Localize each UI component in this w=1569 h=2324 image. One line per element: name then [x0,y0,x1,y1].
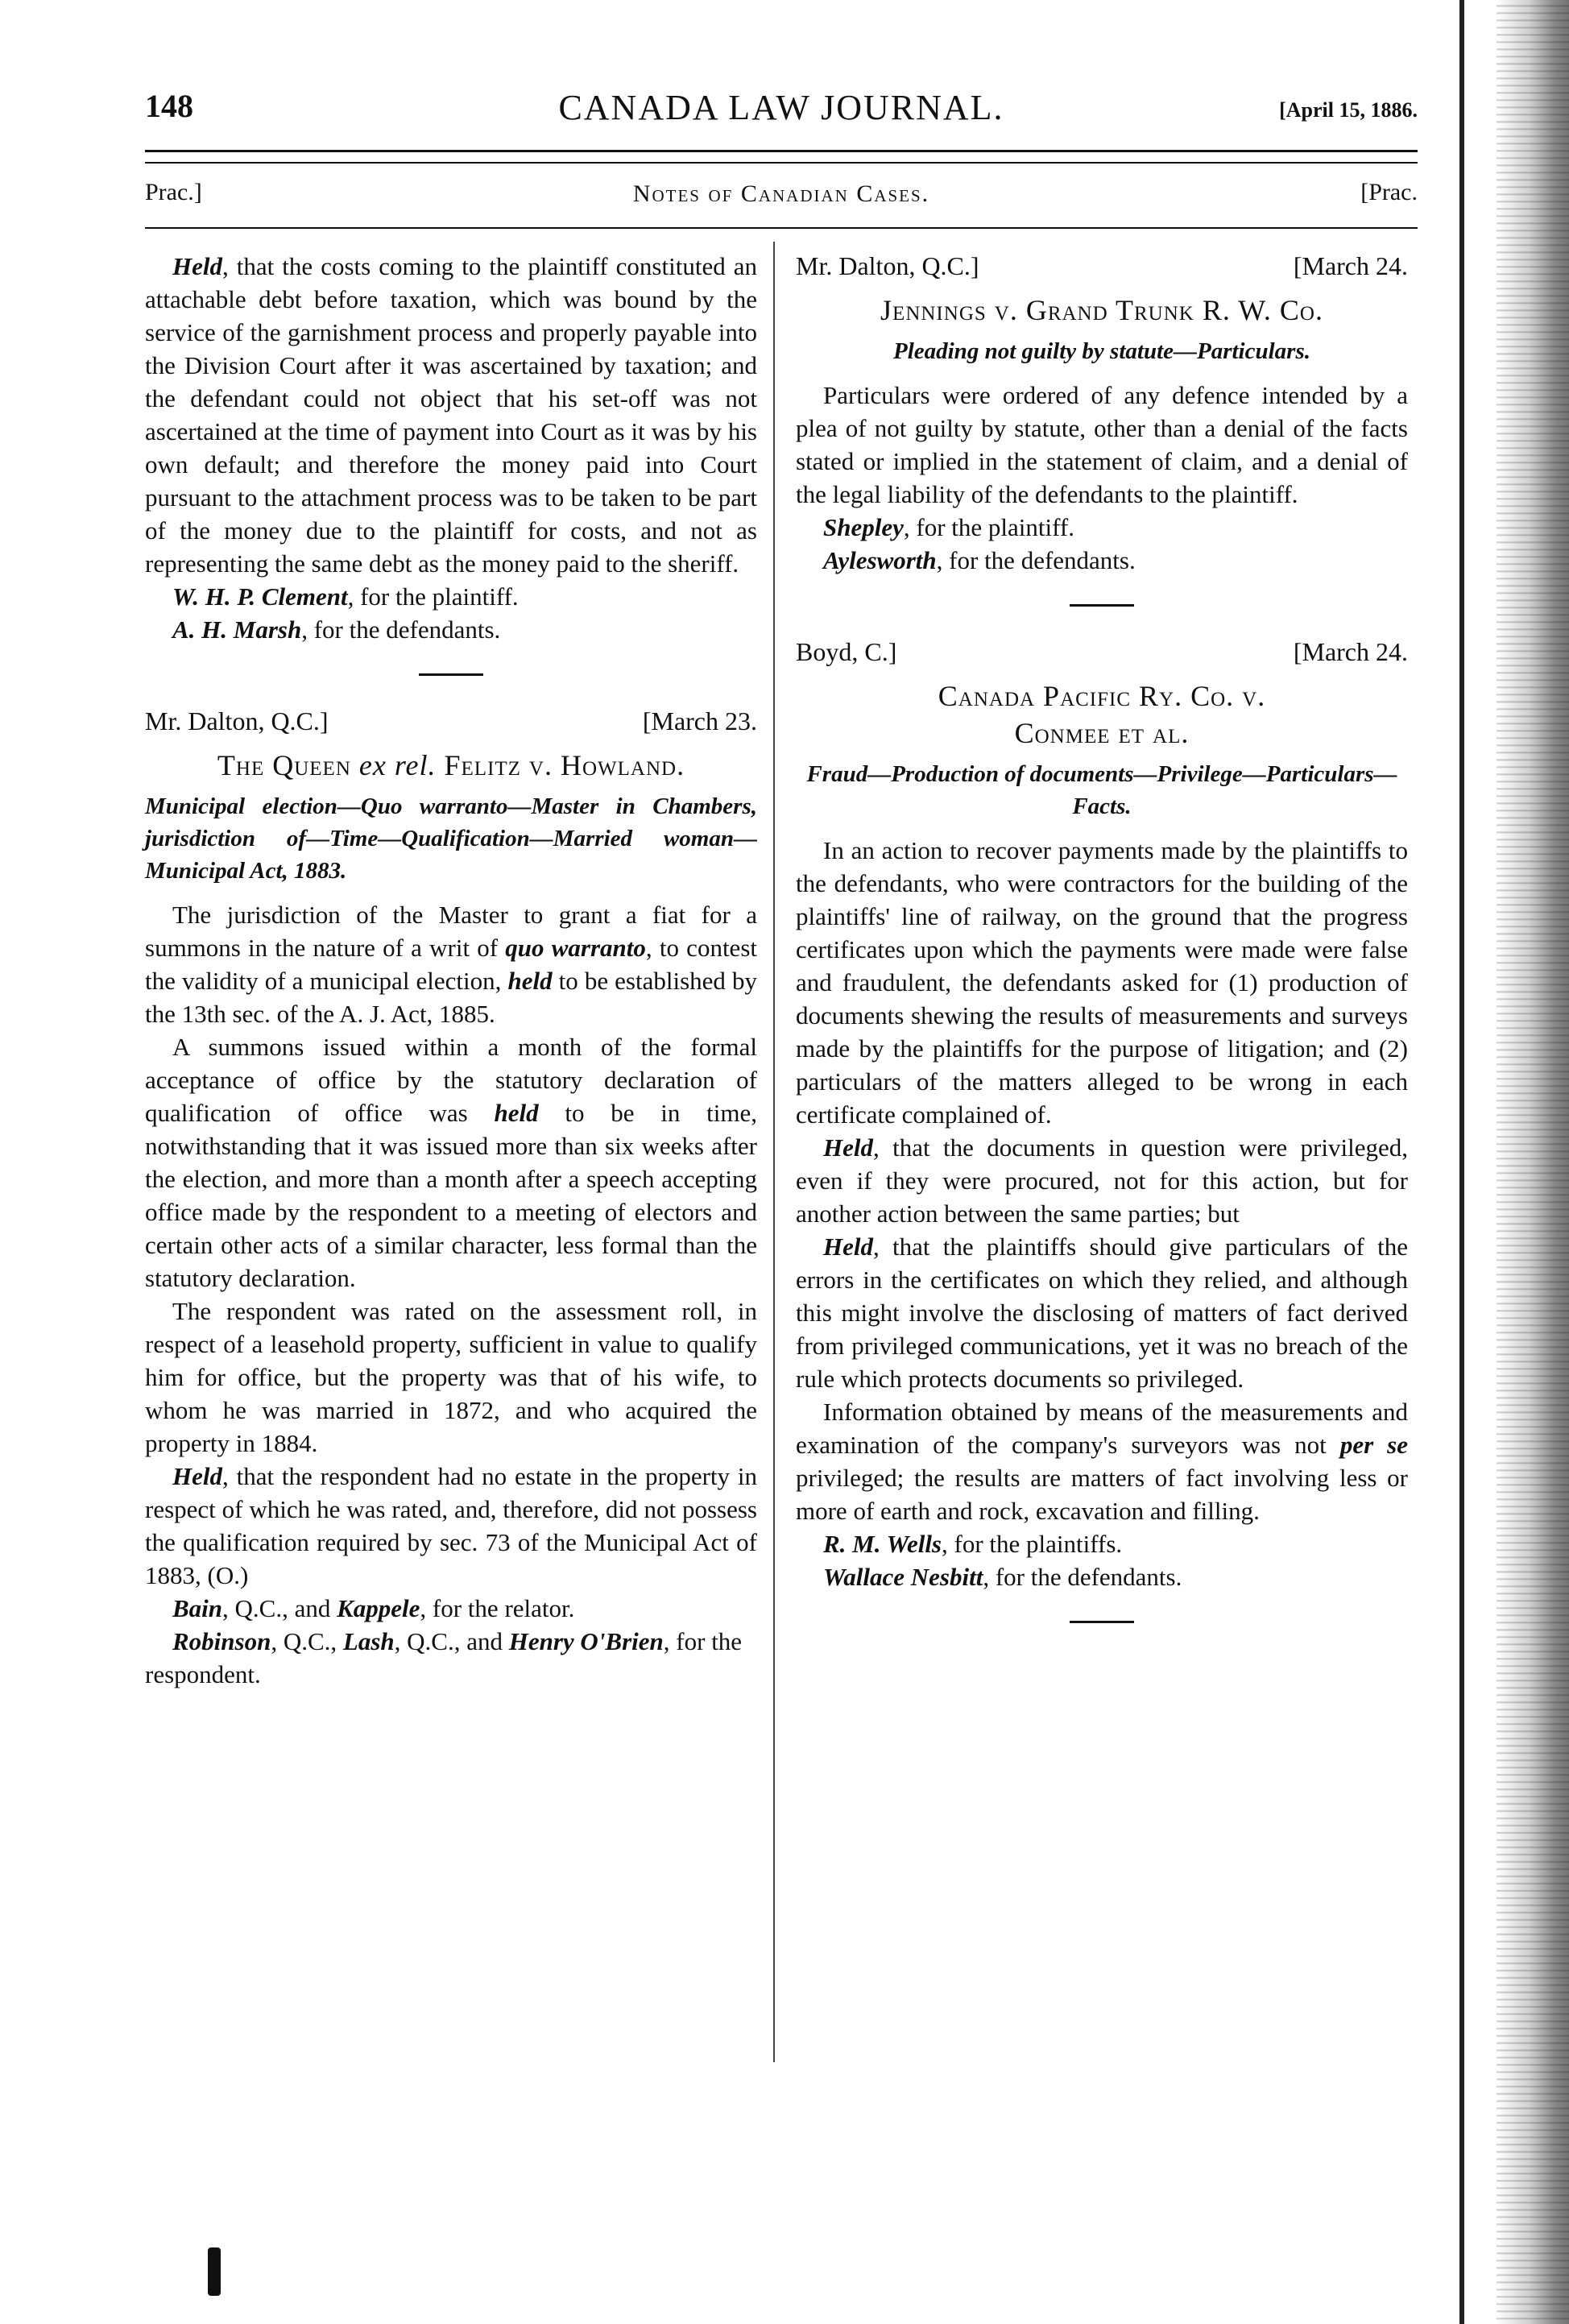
case-title [145,747,757,784]
counsel-role: , for the plaintiff. [903,513,1074,541]
counsel-role: , for the defendants. [936,546,1136,574]
text-run: privileged; the results are matters of fact involving less or more of earth and rock, excavation and filling. [796,1464,1408,1525]
counsel-role: , for the relator. [420,1594,575,1622]
case-title-line: Canada Pacific Ry. Co. v. [938,680,1266,712]
text-run: A summons issued within a month of the formal acceptance of office by the statutory declaration of qualification of office was [145,1033,757,1127]
end-rule [1070,1621,1134,1623]
held-word: Held [172,1462,222,1490]
counsel-line [145,1625,757,1691]
journal-title: CANADA LAW JOURNAL. [558,88,1004,127]
counsel-line [145,1592,757,1625]
section-header-center: Notes of Canadian Cases. [632,180,930,207]
counsel-role: , for the plaintiff. [347,582,519,611]
case-paragraph [145,1030,757,1295]
case-title-part: Felitz v. Howland. [436,749,685,781]
case-title-exrel: ex rel. [358,749,437,781]
text-run: , Q.C., [271,1627,343,1655]
held-word: Held [172,252,222,280]
case-subject: Pleading not guilty by statute—Particulars. [892,338,1310,364]
counsel-name: Wallace Nesbitt [823,1563,983,1591]
case-paragraph: Particulars were ordered of any defence intended by a plea of not guilty by statute, other than a denial of the facts stated or implied in the statement of claim, and a denial of the legal liability of the defendants to the plaintiff. [796,381,1408,508]
case-paragraph [796,1395,1408,1527]
text-run-italic: quo warranto [505,934,646,962]
counsel-role: , for the respondent. [145,1627,743,1688]
right-column [796,250,1408,1652]
section-header-right: [Prac. [1360,179,1418,205]
counsel-name: Kappele [337,1594,420,1622]
counsel-line [145,580,757,613]
section-header-rule [145,227,1418,229]
issue-date: [April 15, 1886. [1279,98,1418,122]
case-head [796,250,1408,285]
held-word: Held [823,1232,873,1261]
counsel-role: , for the defendants. [983,1563,1182,1591]
text-run: , that the respondent had no estate in the property in respect of which he was rated, and, therefore, did not possess the qualification required by sec. 73 of the Municipal Act of 1883, (O.) [145,1462,757,1589]
continued-holding [145,250,757,580]
text-run: , Q.C., and [394,1627,509,1655]
case-subject: Fraud—Production of documents—Privilege—Particulars—Facts. [806,761,1397,819]
case-date: [March 24. [1293,637,1408,666]
counsel-line [796,1560,1408,1593]
counsel-role: , for the plaintiffs. [942,1530,1123,1558]
text-run: to be in time, notwithstanding that it was issued more than six weeks after the election, and more than a month after a speech accepting office made by the respondent to a meeting of electors and certain other acts of a similar character, less formal than the statutory declaration. [145,1099,757,1292]
case-head [145,705,757,740]
case-title: Jennings v. Grand Trunk R. W. Co. [880,294,1323,326]
text-run-italic: per se [1339,1431,1408,1459]
case-title-line: Conmee et al. [1014,717,1190,749]
case-paragraph [145,898,757,1030]
text-run: , Q.C., and [222,1594,337,1622]
counsel-name: A. H. Marsh [172,615,302,644]
counsel-name: Lash [342,1627,395,1655]
holding-text: , that the costs coming to the plaintiff constituted an attachable debt before taxation, which was bound by the service of the garnishment process and properly payable into the Division Court after it was ascertained by taxation; and the defendant could not object that his set-off was not ascertained at the time of payment into Court as it was by his own default; and therefore the money paid into Court pursuant to the attachment process was to be taken to be part of the money due to the plaintiff for costs, and not as representing the same debt as the money paid to the sheriff. [145,252,757,578]
counsel-name: R. M. Wells [823,1530,942,1558]
scan-edge-noise [1497,0,1569,2324]
counsel-name: Shepley [823,513,904,541]
case-separator-rule [419,673,483,676]
case-subject: Municipal election—Quo warranto—Master in Chambers, jurisdiction of—Time—Qualification—Married woman—Municipal Act, 1883. [145,793,757,884]
text-run-italic: held [494,1099,539,1127]
text-run: The jurisdiction of the Master to grant a fiat for a summons in the nature of a writ of [145,901,757,962]
case-judge: Mr. Dalton, Q.C.] [145,706,329,735]
case-paragraph: The respondent was rated on the assessment roll, in respect of a leasehold property, sufficient in value to qualify him for office, but the property was that of his wife, to whom he was married in 1872, and who acquired the property in 1884. [145,1297,757,1457]
scan-edge-line [1459,0,1464,2324]
text-run: , that the documents in question were privileged, even if they were procured, not for this action, but for another action between the same parties; but [796,1133,1408,1228]
counsel-name: Robinson [172,1627,271,1655]
case-paragraph [145,1460,757,1592]
held-word: Held [823,1133,873,1162]
page-number: 148 [145,88,193,124]
text-run: , to contest the validity of a municipal election, [145,934,757,995]
counsel-name: W. H. P. Clement [172,582,348,611]
case-date: [March 24. [1293,251,1408,280]
counsel-name: Henry O'Brien [508,1627,664,1655]
text-run: , that the plaintiffs should give particulars of the errors in the certificates on which they relied, and although this might involve the disclosing of matters of fact derived from privileged communications, yet it was no breach of the rule which protects documents so privileged. [796,1232,1408,1393]
text-run: to be established by the 13th sec. of the A. J. Act, 1885. [145,967,757,1028]
counsel-line [796,511,1408,544]
case-title-part: The Queen [217,749,359,781]
case-paragraph [796,1230,1408,1395]
counsel-name: Bain [172,1594,223,1622]
left-column [145,250,757,1691]
counsel-role: , for the defendants. [301,615,501,644]
case-separator-rule [1070,604,1134,607]
text-run-italic: held [507,967,553,995]
running-head [145,87,1418,135]
counsel-line [796,544,1408,577]
counsel-name: Aylesworth [823,546,937,574]
counsel-line [796,1527,1408,1560]
case-title [796,677,1408,752]
text-run: Information obtained by means of the measurements and examination of the company's surveyors was not [796,1398,1408,1459]
case-judge: Boyd, C.] [796,637,897,666]
header-double-rule [145,150,1418,164]
section-header [145,179,1418,219]
case-head [796,636,1408,671]
case-date: [March 23. [642,706,757,735]
counsel-line [145,613,757,646]
case-judge: Mr. Dalton, Q.C.] [796,251,979,280]
scan-artifact-mark [208,2247,221,2296]
case-paragraph: In an action to recover payments made by the plaintiffs to the defendants, who were contractors for the building of the plaintiffs' line of railway, on the ground that the progress certificates upon which the payments were made were false and fraudulent, the defendants asked for (1) production of documents shewing the results of measurements and surveys made by the plaintiffs for the purpose of litigation; and (2) particulars of the matters alleged to be wrong in each certificate complained of. [796,836,1408,1129]
column-divider [773,242,775,2062]
case-paragraph [796,1131,1408,1230]
section-header-left: Prac.] [145,179,202,205]
